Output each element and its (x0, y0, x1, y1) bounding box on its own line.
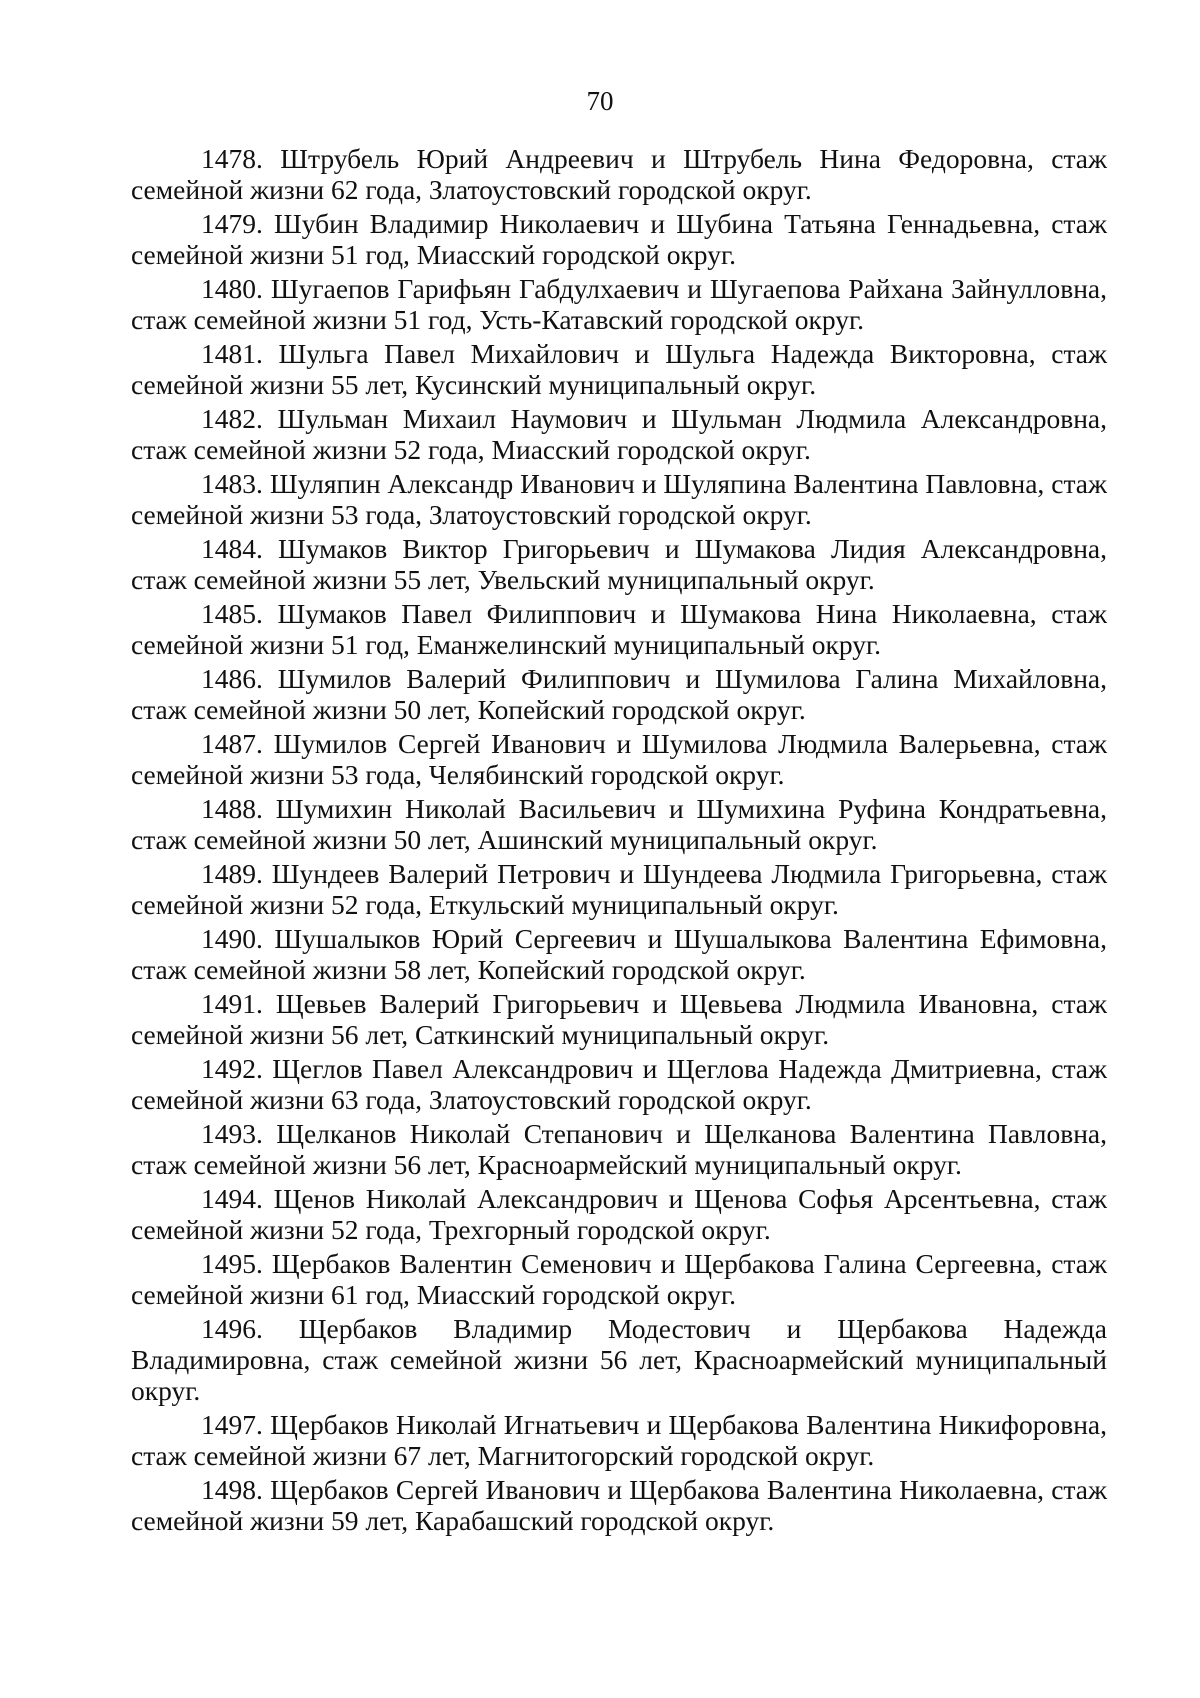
entry-number: 1488. (201, 793, 263, 824)
entry-number: 1483. (201, 468, 263, 499)
entry-text: Шумаков Павел Филиппович и Шумакова Нина Николаевна, стаж семейной жизни 51 год, Еманжелинский муниципальный округ. (131, 598, 1107, 660)
entry-number: 1486. (201, 663, 263, 694)
entry-number: 1492. (201, 1053, 263, 1084)
entry-number: 1487. (201, 728, 263, 759)
entry-number: 1480. (201, 273, 263, 304)
entry-text: Шумихин Николай Васильевич и Шумихина Руфина Кондратьевна, стаж семейной жизни 50 лет, Ашинский муниципальный округ. (131, 793, 1108, 855)
entry-text: Шугаепов Гарифьян Габдулхаевич и Шугаепова Райхана Зайнулловна, стаж семейной жизни 51 год, Усть-Катавский городской округ. (131, 273, 1107, 335)
entry-text: Щелканов Николай Степанович и Щелканова Валентина Павловна, стаж семейной жизни 56 лет, Красноармейский муниципальный округ. (131, 1118, 1107, 1180)
list-item (131, 663, 1107, 725)
list-item (131, 403, 1107, 465)
list-item (131, 273, 1107, 335)
list-item (131, 1313, 1107, 1406)
entry-number: 1481. (201, 338, 263, 369)
entry-number: 1490. (201, 923, 263, 954)
entry-text: Щербаков Валентин Семенович и Щербакова Галина Сергеевна, стаж семейной жизни 61 год, Миасский городской округ. (131, 1248, 1107, 1310)
entry-text: Щевьев Валерий Григорьевич и Щевьева Людмила Ивановна, стаж семейной жизни 56 лет, Саткинский муниципальный округ. (131, 988, 1108, 1050)
entry-text: Шумаков Виктор Григорьевич и Шумакова Лидия Александровна, стаж семейной жизни 55 лет, Увельский муниципальный округ. (131, 533, 1108, 595)
entry-text: Шумилов Валерий Филиппович и Шумилова Галина Михайловна, стаж семейной жизни 50 лет, Копейский городской округ. (131, 663, 1107, 725)
entry-text: Шушалыков Юрий Сергеевич и Шушалыкова Валентина Ефимовна, стаж семейной жизни 58 лет, Копейский городской округ. (131, 923, 1108, 985)
entry-number: 1489. (201, 858, 263, 889)
list-item (131, 1053, 1107, 1115)
entry-number: 1498. (201, 1474, 263, 1505)
list-item (131, 143, 1107, 205)
list-item (131, 1248, 1107, 1310)
entry-number: 1496. (201, 1313, 263, 1344)
entry-number: 1495. (201, 1248, 263, 1279)
page-number: 70 (586, 86, 614, 116)
list-item (131, 1118, 1107, 1180)
entry-text: Щеглов Павел Александрович и Щеглова Надежда Дмитриевна, стаж семейной жизни 63 года, Златоустовский городской округ. (131, 1053, 1107, 1115)
entry-text: Шульга Павел Михайлович и Шульга Надежда Викторовна, стаж семейной жизни 55 лет, Кусинский муниципальный округ. (131, 338, 1108, 400)
entry-number: 1485. (201, 598, 263, 629)
list-item (131, 338, 1107, 400)
entry-text: Шубин Владимир Николаевич и Шубина Татьяна Геннадьевна, стаж семейной жизни 51 год, Миасский городской округ. (131, 208, 1107, 270)
entry-text: Шульман Михаил Наумович и Шульман Людмила Александровна, стаж семейной жизни 52 года, Миасский городской округ. (131, 403, 1107, 465)
entry-number: 1497. (201, 1409, 263, 1440)
list-item (131, 988, 1107, 1050)
entry-list (131, 143, 1107, 1539)
entry-text: Щербаков Сергей Иванович и Щербакова Валентина Николаевна, стаж семейной жизни 59 лет, Карабашский городской округ. (131, 1474, 1107, 1536)
list-item (131, 468, 1107, 530)
entry-text: Щербаков Николай Игнатьевич и Щербакова Валентина Никифоровна, стаж семейной жизни 67 лет, Магнитогорский городской округ. (131, 1409, 1108, 1471)
entry-number: 1491. (201, 988, 263, 1019)
list-item (131, 728, 1107, 790)
entry-text: Шумилов Сергей Иванович и Шумилова Людмила Валерьевна, стаж семейной жизни 53 года, Челябинский городской округ. (131, 728, 1108, 790)
list-item (131, 533, 1107, 595)
entry-number: 1482. (201, 403, 263, 434)
entry-text: Штрубель Юрий Андреевич и Штрубель Нина Федоровна, стаж семейной жизни 62 года, Златоустовский городской округ. (131, 143, 1108, 205)
entry-number: 1484. (201, 533, 263, 564)
entry-number: 1479. (201, 208, 263, 239)
list-item (131, 858, 1107, 920)
list-item (131, 208, 1107, 270)
entry-text: Шуляпин Александр Иванович и Шуляпина Валентина Павловна, стаж семейной жизни 53 года, Златоустовский городской округ. (131, 468, 1107, 530)
entry-number: 1494. (201, 1183, 263, 1214)
entry-text: Шундеев Валерий Петрович и Шундеева Людмила Григорьевна, стаж семейной жизни 52 года, Еткульский муниципальный округ. (131, 858, 1108, 920)
list-item (131, 1409, 1107, 1471)
list-item (131, 1183, 1107, 1245)
entry-text: Щербаков Владимир Модестович и Щербакова Надежда Владимировна, стаж семейной жизни 56 лет, Красноармейский муниципальный округ. (131, 1313, 1108, 1406)
list-item (131, 1474, 1107, 1536)
entry-text: Щенов Николай Александрович и Щенова Софья Арсентьевна, стаж семейной жизни 52 года, Трехгорный городской округ. (131, 1183, 1107, 1245)
entry-number: 1493. (201, 1118, 263, 1149)
entry-number: 1478. (201, 143, 263, 174)
list-item (131, 793, 1107, 855)
list-item (131, 598, 1107, 660)
list-item (131, 923, 1107, 985)
